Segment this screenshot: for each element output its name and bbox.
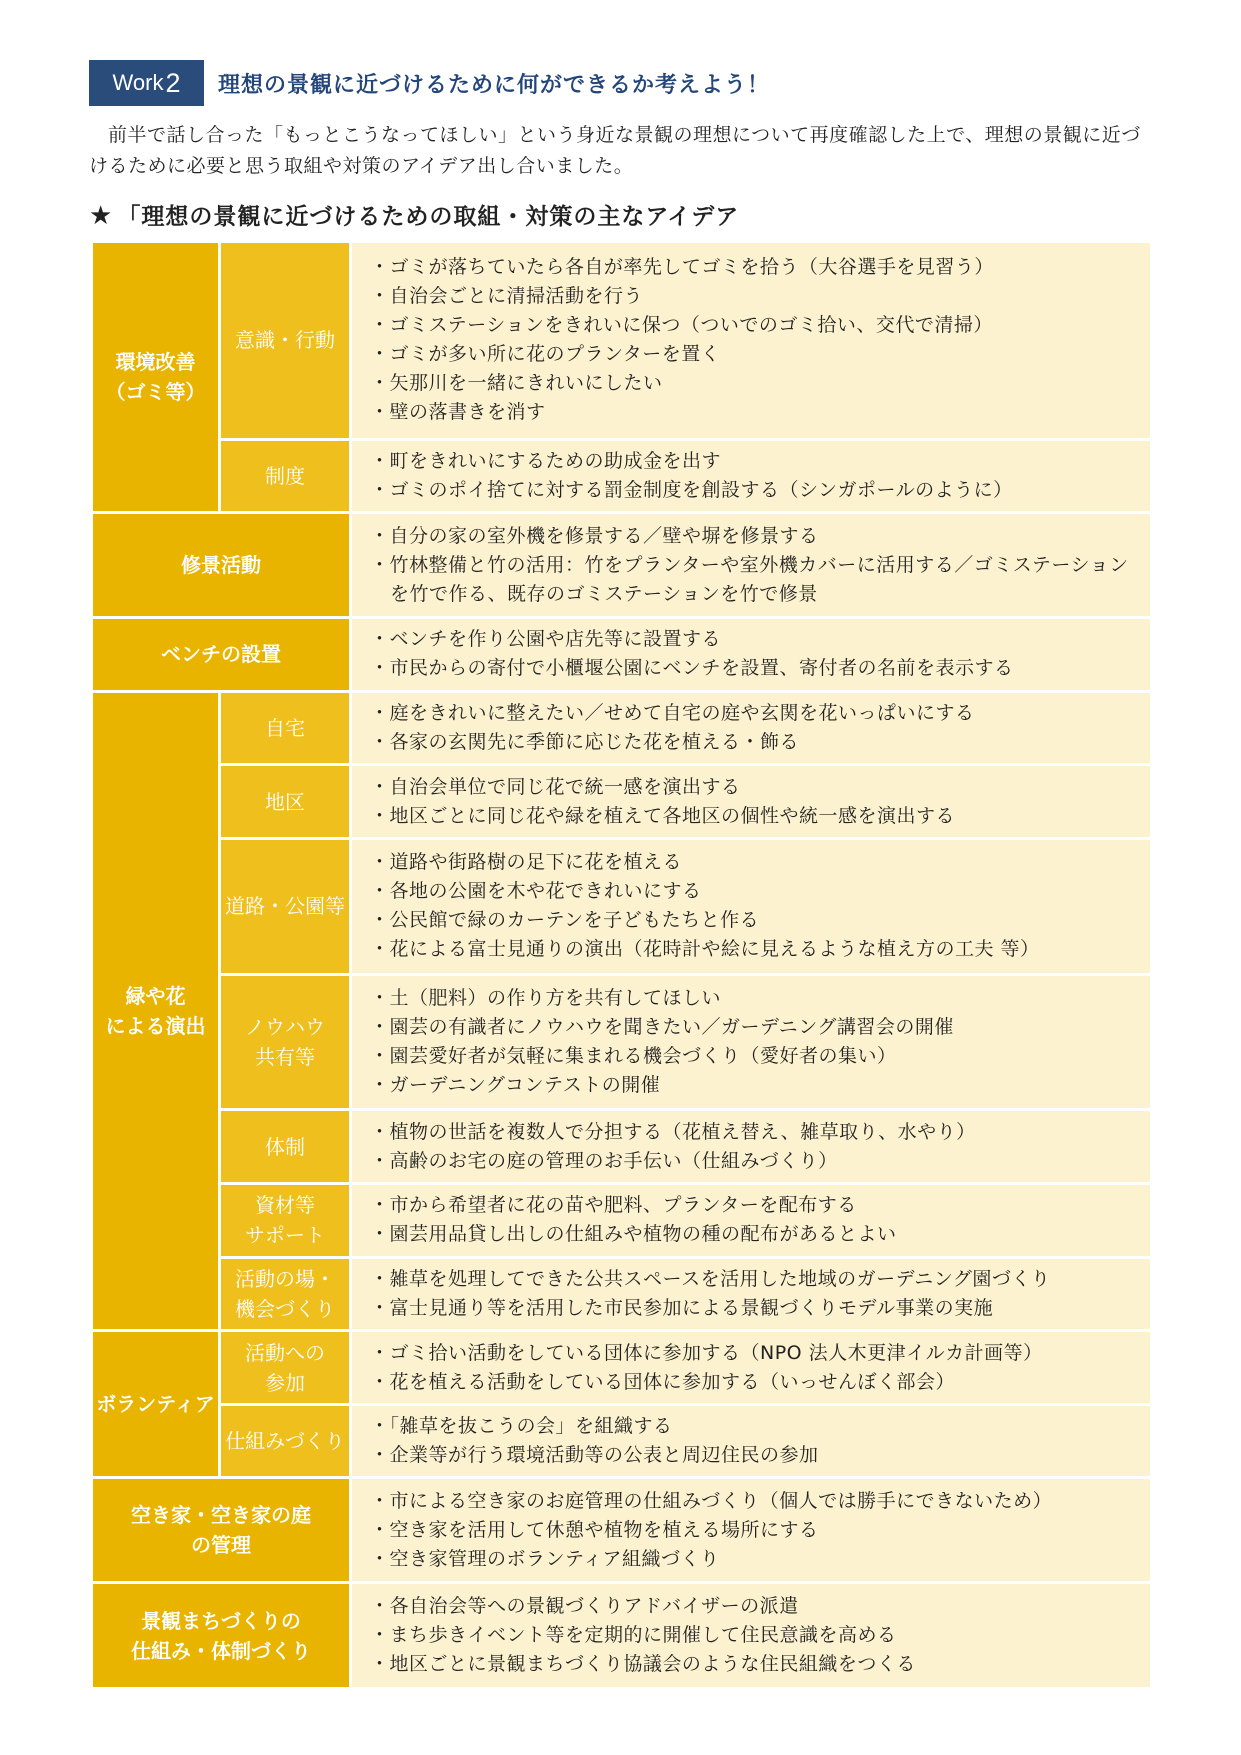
list-item: ・ 壁の落書きを消す: [370, 398, 1136, 427]
list-item: ・ ゴミのポイ捨てに対する罰金制度を創設する（シンガポールのように）: [370, 476, 1136, 505]
list-item: ・ ゴミが多い所に花のプランターを置く: [370, 340, 1136, 369]
list-item: ・ 庭をきれいに整えたい／せめて自宅の庭や玄関を花いっぱいにする: [370, 699, 1136, 728]
list-item: ・ 植物の世話を複数人で分担する（花植え替え、雑草取り、水やり）: [370, 1118, 1136, 1147]
items-doro: [352, 840, 1150, 973]
work-badge: [89, 60, 204, 106]
list-item: ・ 地区ごとに同じ花や緑を植えて各地区の個性や統一感を演出する: [370, 802, 1136, 831]
badge-word: Work: [112, 70, 164, 95]
list-item: ・ 市による空き家のお庭管理の仕組みづくり（個人では勝手にできないため）: [370, 1487, 1136, 1516]
table-row: [93, 243, 1150, 438]
table-row: [93, 1259, 1150, 1330]
table-row: [93, 766, 1150, 837]
list-item: ・ ベンチを作り公園や店先等に設置する: [370, 625, 1136, 654]
list-item: ・ 各地の公園を木や花できれいにする: [370, 877, 1136, 906]
table-row: [93, 1479, 1150, 1581]
list-item: ・ 地区ごとに景観まちづくり協議会のような住民組織をつくる: [370, 1650, 1136, 1679]
list-item: ・ 園芸の有識者にノウハウを聞きたい／ガーデニング講習会の開催: [370, 1013, 1136, 1042]
sub-chiku: 地区: [221, 766, 349, 837]
ideas-table: [90, 240, 1153, 1690]
sub-shikumi: 仕組みづくり: [221, 1406, 349, 1477]
intro-paragraph: 前半で話し合った「もっとこうなってほしい」という身近な景観の理想について再度確認した上で、理想の景観に近づけるために必要と思う取組や対策のアイデア出し合いました。: [89, 124, 1141, 177]
list-item: ・ 道路や街路樹の足下に花を植える: [370, 848, 1136, 877]
items-ishiki: [352, 243, 1150, 438]
list-item: ・ 市から希望者に花の苗や肥料、プランターを配布する: [370, 1191, 1136, 1220]
items-jitaku: [352, 693, 1150, 764]
list-item: ・ 富士見通り等を活用した市民参加による景観づくりモデル事業の実施: [370, 1294, 1136, 1323]
sub-shizai: 資材等 サポート: [221, 1185, 349, 1256]
items-chiku: [352, 766, 1150, 837]
table-row: [93, 514, 1150, 616]
list-item: ・ ゴミ拾い活動をしている団体に参加する（NPO 法人木更津イルカ計画等）: [370, 1339, 1136, 1368]
sub-katsudo: 活動の場・ 機会づくり: [221, 1259, 349, 1330]
category-env: 環境改善 （ゴミ等）: [93, 243, 218, 511]
items-akiya: [352, 1479, 1150, 1581]
items-bench: [352, 619, 1150, 690]
list-item: ・ 雑草を処理してできた公共スペースを活用した地域のガーデニング園づくり: [370, 1265, 1136, 1294]
section-title: 「理想の景観に近づけるための取組・対策の主なアイデア: [117, 204, 740, 230]
table-row: [93, 619, 1150, 690]
list-item: ・ ゴミが落ちていたら各自が率先してゴミを拾う（大谷選手を見習う）: [370, 253, 1136, 282]
table-row: [93, 1185, 1150, 1256]
items-shizai: [352, 1185, 1150, 1256]
list-item: ・ 矢那川を一緒にきれいにしたい: [370, 369, 1136, 398]
items-seido: [352, 441, 1150, 512]
list-item: ・ 高齢のお宅の庭の管理のお手伝い（仕組みづくり）: [370, 1147, 1136, 1176]
table-row: [93, 840, 1150, 973]
list-item: ・ 自治会単位で同じ花で統一感を演出する: [370, 773, 1136, 802]
category-akiya: 空き家・空き家の庭 の管理: [93, 1479, 349, 1581]
list-item: ・ 町をきれいにするための助成金を出す: [370, 447, 1136, 476]
table-row: [93, 1584, 1150, 1687]
list-item: ・ 公民館で緑のカーテンを子どもたちと作る: [370, 906, 1136, 935]
star-icon: ★: [89, 201, 114, 231]
list-item: ・ まち歩きイベント等を定期的に開催して住民意識を高める: [370, 1621, 1136, 1650]
table-row: [93, 1406, 1150, 1477]
list-item: ・ ガーデニングコンテストの開催: [370, 1071, 1136, 1100]
sub-doro: 道路・公園等: [221, 840, 349, 973]
items-shikumi: [352, 1406, 1150, 1477]
table-row: [93, 441, 1150, 512]
list-item: ・ 空き家管理のボランティア組織づくり: [370, 1545, 1136, 1574]
sub-seido: 制度: [221, 441, 349, 512]
badge-number: 2: [165, 67, 181, 98]
list-item: ・ 各家の玄関先に季節に応じた花を植える・飾る: [370, 728, 1136, 757]
items-sanka: [352, 1332, 1150, 1403]
list-item: ・ 花を植える活動をしている団体に参加する（いっせんぼく部会）: [370, 1368, 1136, 1397]
list-item: ・ 自治会ごとに清掃活動を行う: [370, 282, 1136, 311]
category-keikan: 景観まちづくりの 仕組み・体制づくり: [93, 1584, 349, 1687]
list-item: ・ 自分の家の室外機を修景する／壁や塀を修景する: [370, 522, 1136, 551]
table-row: [93, 1111, 1150, 1182]
category-green: 緑や花 による演出: [93, 693, 218, 1330]
sub-knowhow: ノウハウ 共有等: [221, 976, 349, 1109]
list-item: ・ 各自治会等への景観づくりアドバイザーの派遣: [370, 1592, 1136, 1621]
table-row: [93, 693, 1150, 764]
items-keikan: [352, 1584, 1150, 1687]
list-item: ・ 企業等が行う環境活動等の公表と周辺住民の参加: [370, 1441, 1136, 1470]
work-title: 理想の景観に近づけるために何ができるか考えよう！: [218, 72, 771, 98]
list-item: ・ 「雑草を抜こうの会」を組織する: [370, 1412, 1136, 1441]
list-item: ・ 市民からの寄付で小櫃堰公園にベンチを設置、寄付者の名前を表示する: [370, 654, 1136, 683]
sub-ishiki: 意識・行動: [221, 243, 349, 438]
sub-jitaku: 自宅: [221, 693, 349, 764]
list-item: ・ 土（肥料）の作り方を共有してほしい: [370, 984, 1136, 1013]
sub-taisei: 体制: [221, 1111, 349, 1182]
table-row: [93, 976, 1150, 1109]
table-row: [93, 1332, 1150, 1403]
list-item: ・ 園芸愛好者が気軽に集まれる機会づくり（愛好者の集い）: [370, 1042, 1136, 1071]
work-header: [89, 60, 770, 106]
items-shukei: [352, 514, 1150, 616]
list-item: ・ 花による富士見通りの演出（花時計や絵に見えるような植え方の工夫 等）: [370, 935, 1136, 964]
section-heading: [89, 198, 739, 231]
list-item: ・ 空き家を活用して休憩や植物を植える場所にする: [370, 1516, 1136, 1545]
list-item: ・ 竹林整備と竹の活用：竹をプランターや室外機カバーに活用する／ゴミステーションを竹で作る、既存のゴミステーションを竹で修景: [370, 551, 1136, 609]
list-item: ・ 園芸用品貸し出しの仕組みや植物の種の配布があるとよい: [370, 1220, 1136, 1249]
category-volunteer: ボランティア: [93, 1332, 218, 1476]
items-knowhow: [352, 976, 1150, 1109]
list-item: ・ ゴミステーションをきれいに保つ（ついでのゴミ拾い、交代で清掃）: [370, 311, 1136, 340]
category-bench: ベンチの設置: [93, 619, 349, 690]
items-taisei: [352, 1111, 1150, 1182]
items-katsudo: [352, 1259, 1150, 1330]
category-shukei: 修景活動: [93, 514, 349, 616]
sub-sanka: 活動への 参加: [221, 1332, 349, 1403]
